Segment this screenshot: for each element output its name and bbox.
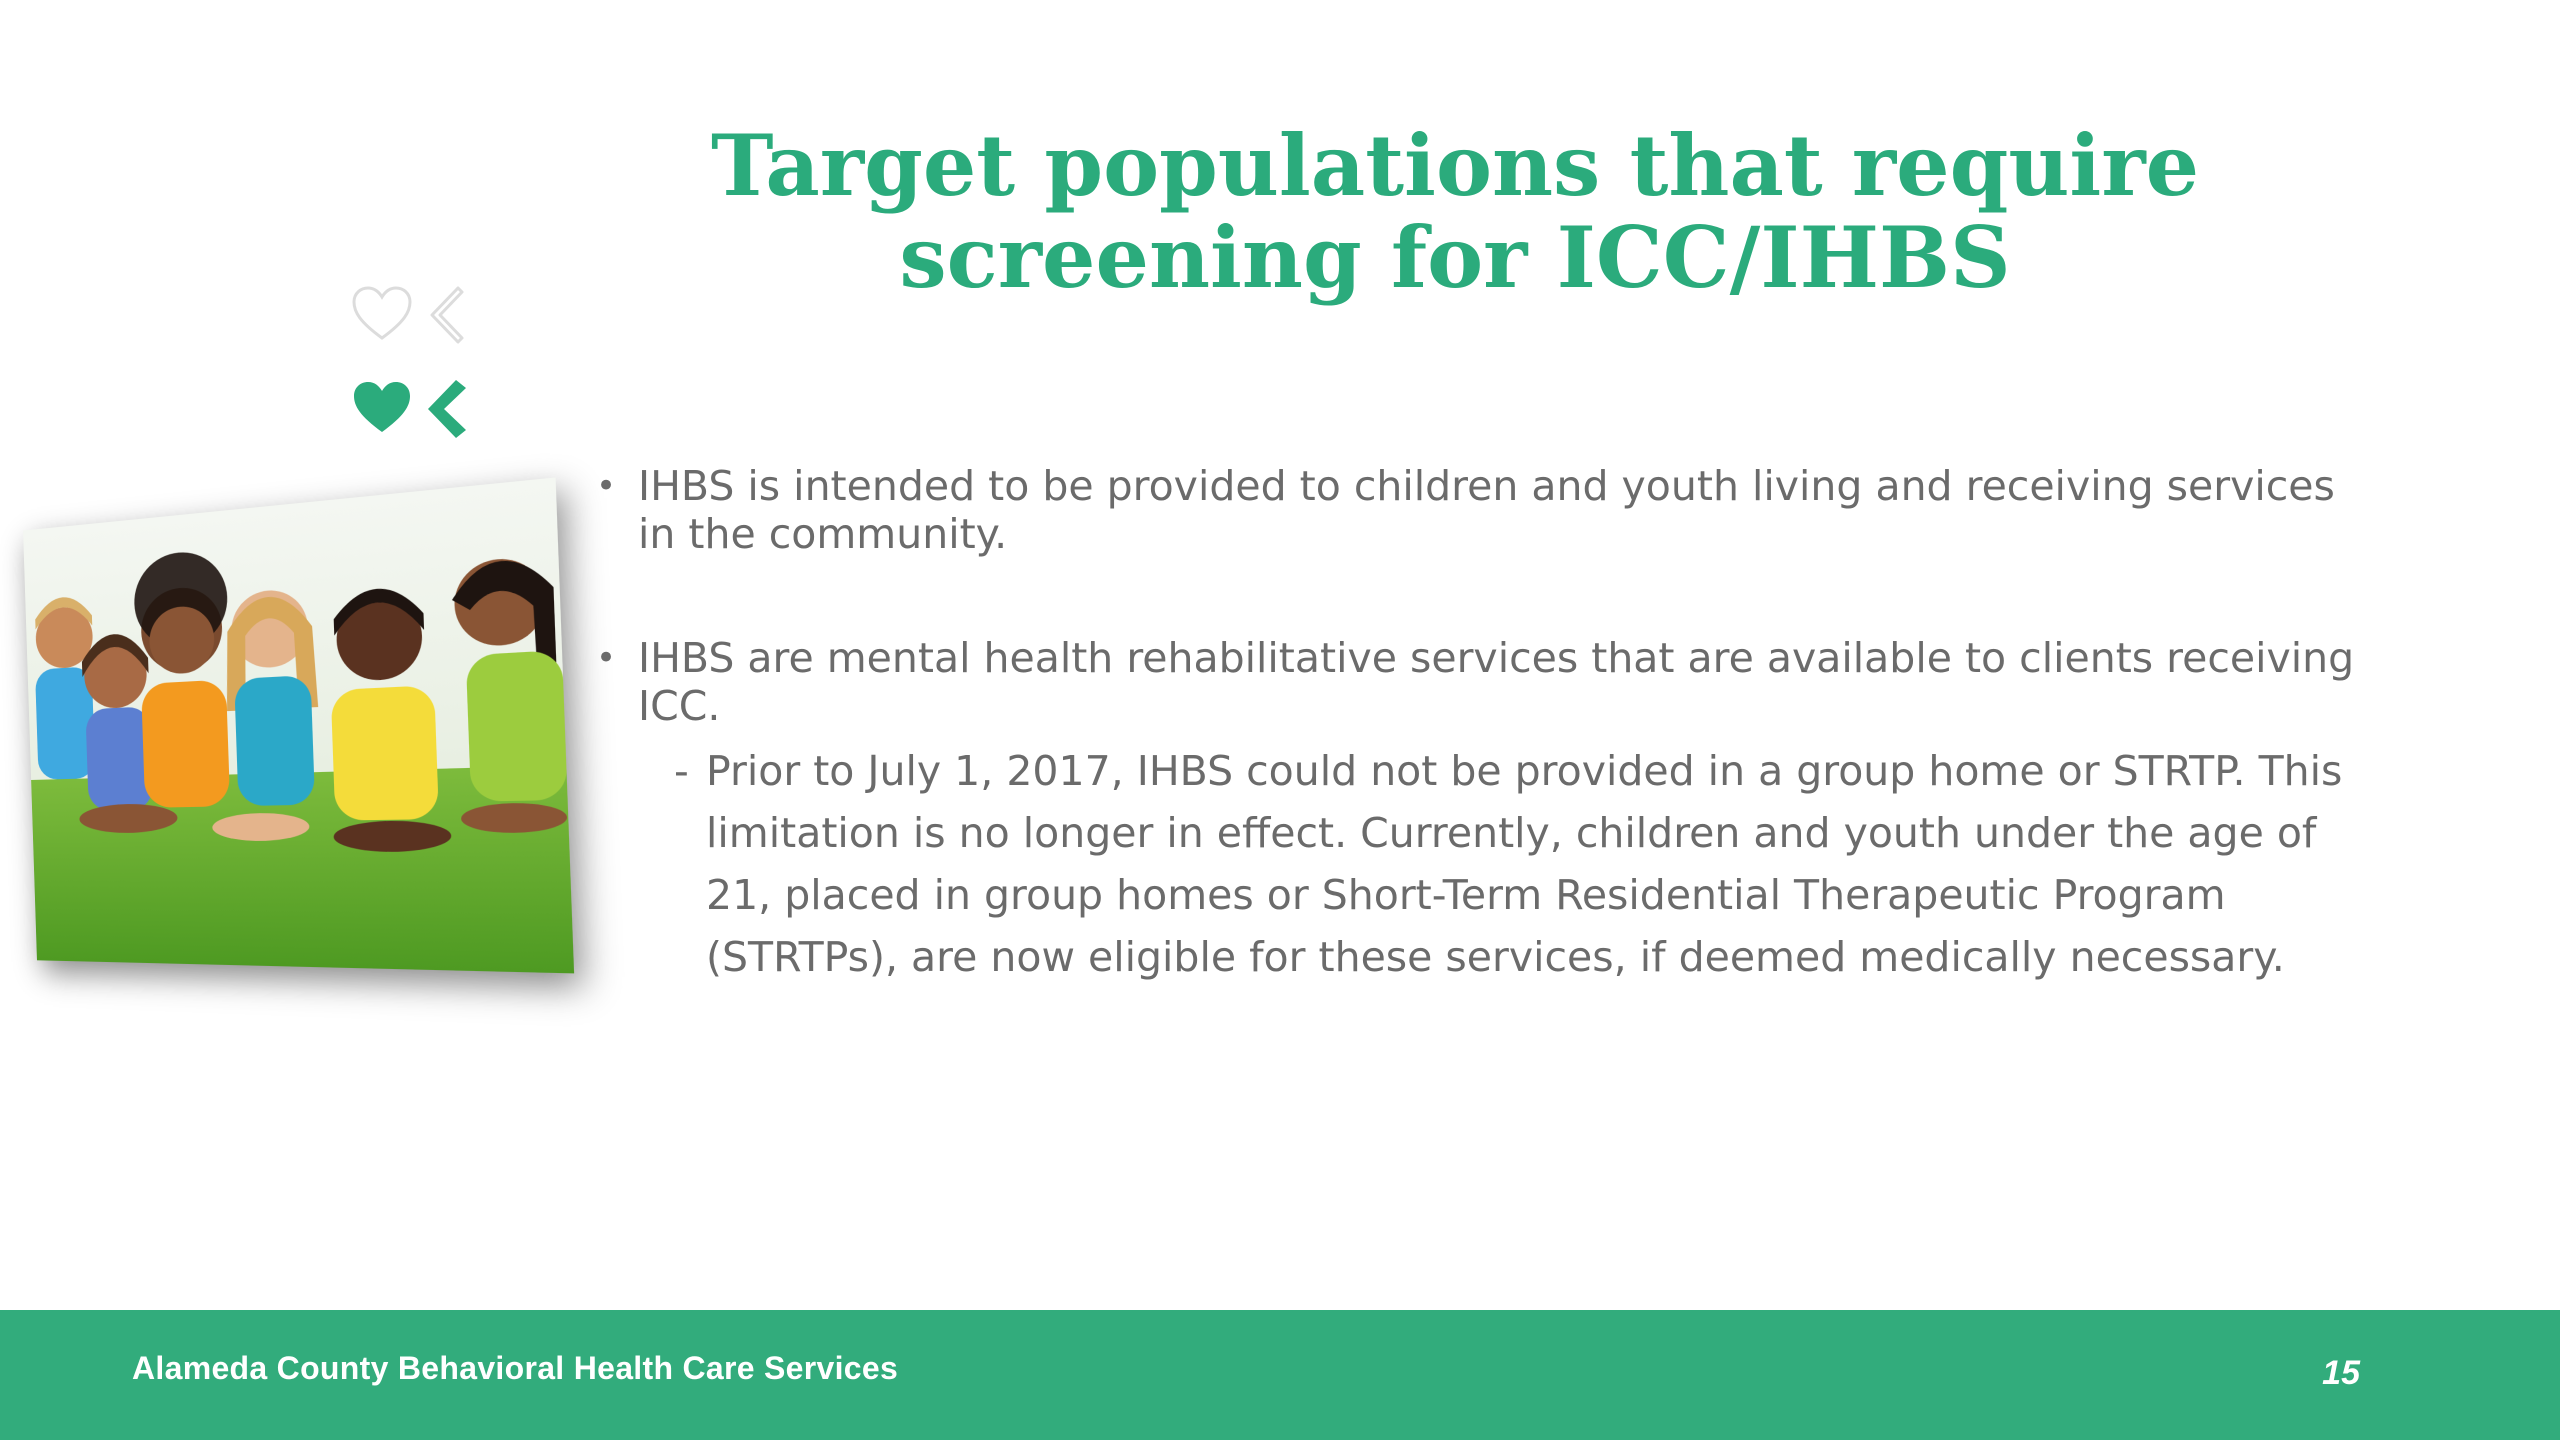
children-group-photo bbox=[23, 477, 574, 973]
children-photo-illustration bbox=[23, 477, 574, 973]
bullet-item: • IHBS are mental health rehabilitative services that are available to clients receiving ICC. bbox=[596, 634, 2376, 730]
slide-title-line-2: screening for ICC/IHBS bbox=[899, 208, 2011, 307]
chevron-left-filled-icon bbox=[422, 378, 470, 440]
slide-title bbox=[640, 116, 2270, 307]
footer-organization: Alameda County Behavioral Health Care Services bbox=[132, 1350, 899, 1386]
page-number: 15 bbox=[2322, 1354, 2360, 1392]
bullet-item: • IHBS is intended to be provided to children and youth living and receiving services in the community. bbox=[596, 462, 2376, 558]
heart-outline-icon bbox=[350, 284, 414, 344]
sub-bullet-dash: - bbox=[674, 747, 689, 795]
slide-title-line-1: Target populations that require bbox=[710, 116, 2200, 215]
chevron-left-outline-icon bbox=[422, 284, 470, 346]
sub-bullet-item bbox=[674, 740, 2376, 988]
heart-filled-icon bbox=[350, 378, 414, 438]
slide-body bbox=[596, 462, 2376, 988]
sub-bullet-text: Prior to July 1, 2017, IHBS could not be provided in a group home or STRTP. This limitation is no longer in effect. Currently, children and youth under the age of 21, placed in group homes or Short-Term Residential Therapeutic Program (STRTPs), are now eligible for these services, if deemed medically necessary. bbox=[706, 747, 2343, 981]
footer-bar bbox=[0, 1310, 2560, 1440]
